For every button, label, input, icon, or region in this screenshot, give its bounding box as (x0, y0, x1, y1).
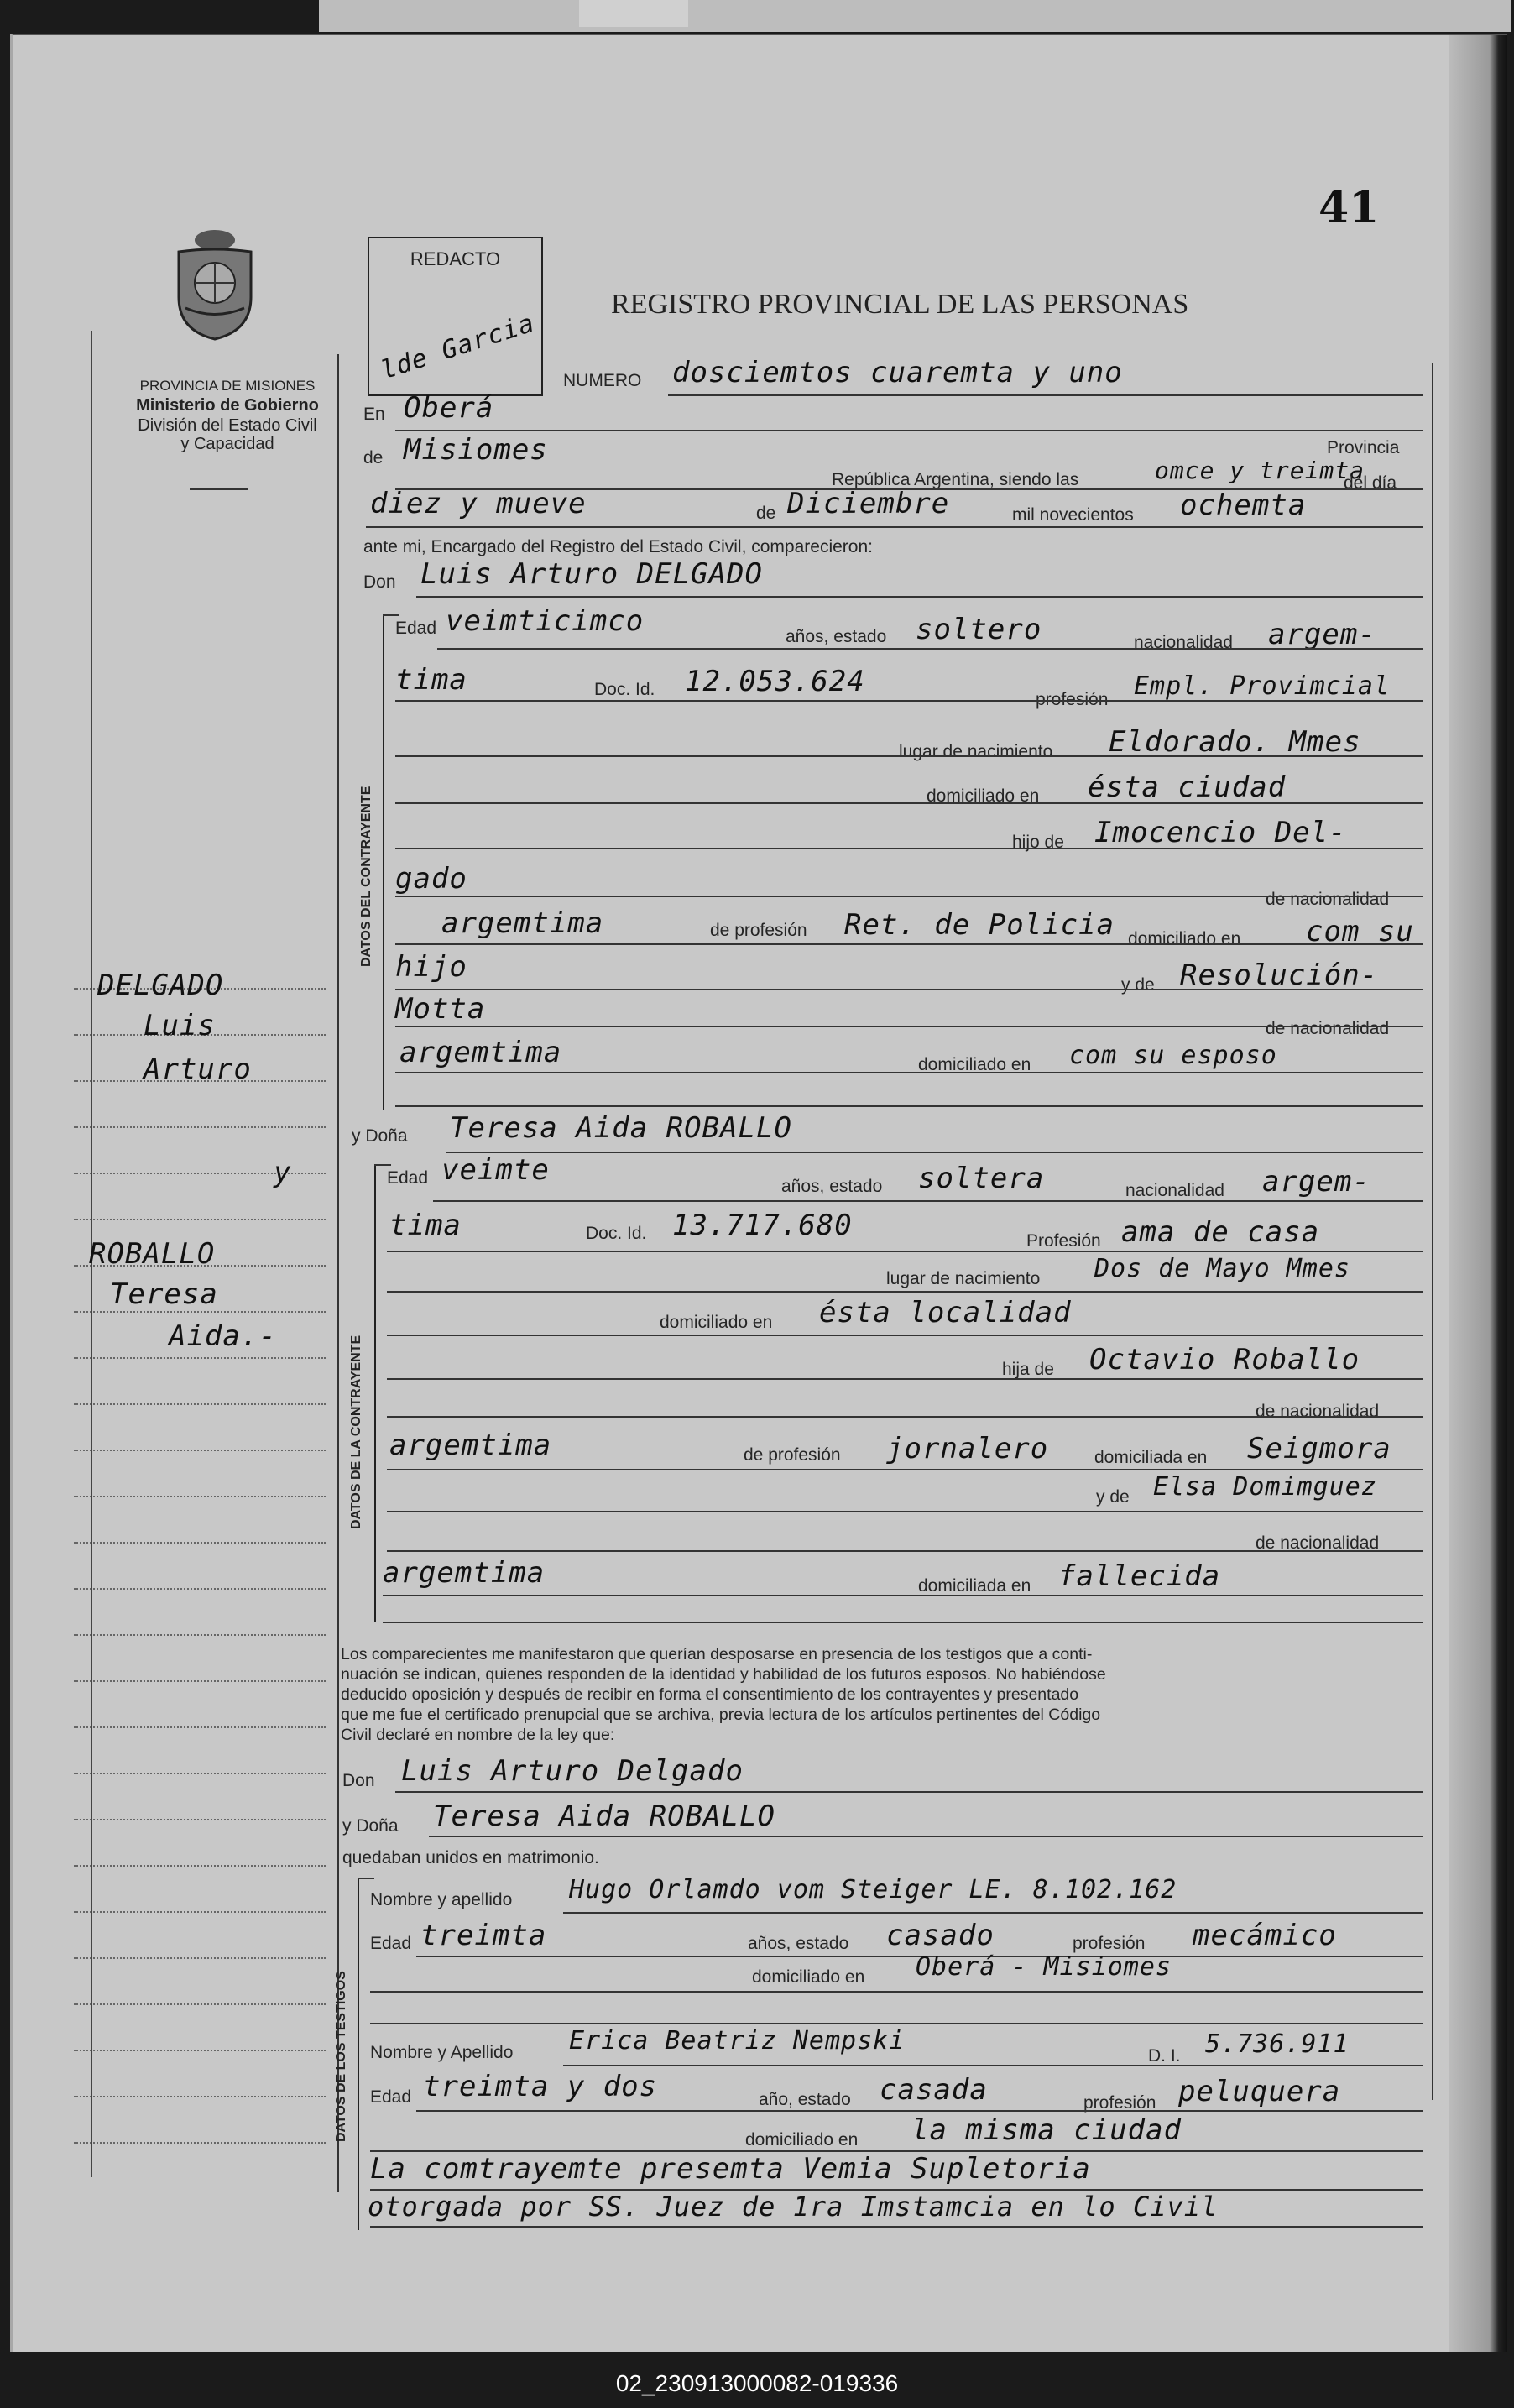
image-caption: 02_230913000082-019336 (0, 2358, 1514, 2408)
contrayente-padre-domicilio: com su (1306, 915, 1414, 948)
document-title: REGISTRO PROVINCIAL DE LAS PERSONAS (611, 289, 1189, 320)
de-nacionalidad-label: de nacionalidad (1266, 890, 1390, 909)
republica-label: República Argentina, siendo las (832, 470, 1079, 489)
field-line (370, 2023, 1423, 2024)
margin-rule (74, 1357, 326, 1359)
contrayente-padre-cont: gado (395, 862, 467, 896)
contrayente-lugar: Eldorado. Mmes (1109, 725, 1361, 759)
t2-profesion: peluquera (1178, 2075, 1341, 2108)
t2-estado-label: año, estado (759, 2090, 851, 2109)
t1-domicilio-label: domiciliado en (752, 1967, 865, 1987)
domicilio-label: domiciliado en (660, 1313, 773, 1332)
margin-rule (74, 1588, 326, 1590)
testigos-side-label: DATOS DE LOS TESTIGOS (334, 1971, 348, 2142)
field-line (395, 1791, 1423, 1793)
field-line (416, 596, 1423, 598)
en-value: Oberá (404, 391, 494, 425)
contrayente-domicilio: ésta ciudad (1088, 770, 1287, 804)
contrayenta-doc: 13.717.680 (672, 1209, 853, 1242)
margin-rule (74, 2003, 326, 2005)
field-line (429, 1836, 1423, 1837)
profesion-label: Profesión (1026, 1231, 1101, 1251)
del-dia-label: del día (1344, 473, 1397, 493)
field-line (395, 755, 1423, 757)
field-line (563, 2065, 1423, 2066)
field-line (395, 430, 1423, 431)
field-line (387, 1416, 1423, 1418)
field-line (395, 802, 1423, 804)
declaration-line: Los comparecientes me manifestaron que querían desposarse en presencia de los testigos que a conti- (341, 1645, 1093, 1664)
edad-label: Edad (395, 619, 437, 638)
anio-value: ochemta (1180, 488, 1307, 522)
lugar-label: lugar de nacimiento (886, 1269, 1041, 1288)
contrayente-doc: 12.053.624 (685, 665, 865, 698)
t2-di: 5.736.911 (1205, 2029, 1350, 2059)
field-line (387, 1251, 1423, 1252)
field-line (387, 1511, 1423, 1512)
field-line (395, 989, 1423, 990)
page-number: 41 (1318, 182, 1380, 233)
contrayente-madre: Resolución- (1180, 958, 1379, 992)
estado-label: años, estado (786, 627, 887, 646)
margin-note-line: y (274, 1156, 292, 1189)
margin-rule (74, 1542, 326, 1544)
contrayente-estado: soltero (916, 613, 1042, 646)
provincia-value: Misiomes (404, 433, 548, 467)
contrayenta-edad: veimte (441, 1153, 550, 1187)
field-line (395, 896, 1423, 897)
contrayenta-profesion: ama de casa (1121, 1215, 1320, 1249)
declaration-don: Luis Arturo Delgado (401, 1754, 744, 1788)
field-line (395, 1072, 1423, 1073)
margin-rule (74, 2050, 326, 2051)
en-label: En (363, 405, 385, 424)
coat-of-arms-icon (169, 228, 261, 342)
authority-division-2: y Capacidad (180, 435, 274, 453)
t1-estado: casado (886, 1919, 995, 1952)
margin-rule (74, 2142, 326, 2144)
de-label: de (363, 448, 384, 467)
de-mes-label: de (756, 504, 776, 523)
stamp-signature: lde Garcia (377, 308, 539, 386)
margin-note-line: Arturo (144, 1053, 252, 1086)
y-de-label: y de (1096, 1487, 1130, 1507)
contrayenta-padre-profesion: jornalero (886, 1432, 1049, 1465)
t1-nombre-label: Nombre y apellido (370, 1890, 513, 1909)
contrayente-madre-domicilio: com su esposo (1069, 1041, 1277, 1070)
margin-rule (74, 1496, 326, 1497)
nacionalidad-label: nacionalidad (1134, 633, 1233, 652)
madre-domicilio-label: domiciliada en (918, 1576, 1031, 1596)
t1-domicilio: Oberá - Misiomes (916, 1952, 1172, 1982)
margin-note-line: DELGADO (97, 969, 224, 1002)
contrayente-name: Luis Arturo DELGADO (420, 557, 763, 591)
testigos-note-cont: otorgada por SS. Juez de 1ra Imstamcia en lo Civil (368, 2191, 1219, 2223)
declaration-line: que me fue el certificado prenupcial que se archiva, previa lectura de los artículos pertinentes del Código (341, 1705, 1101, 1724)
declaration-line: nuación se indican, quienes responden de la identidad y habilidad de los futuros esposos. No habiéndose (341, 1665, 1106, 1684)
declaration-line: Civil declaré en nombre de la ley que: (341, 1726, 615, 1744)
numero-value: dosciemtos cuaremta y uno (672, 356, 1123, 389)
doc-label: Doc. Id. (586, 1224, 647, 1243)
contrayenta-padre: Octavio Roballo (1089, 1343, 1360, 1376)
nacionalidad-label: nacionalidad (1125, 1181, 1224, 1200)
madre-domicilio-label: domiciliado en (918, 1055, 1031, 1074)
field-line (668, 394, 1423, 396)
t1-profesion-label: profesión (1073, 1934, 1146, 1953)
domicilio-label: domiciliado en (927, 786, 1040, 806)
field-line (387, 1335, 1423, 1336)
testigos-bracket-top (358, 1878, 374, 1879)
margin-rule (74, 1403, 326, 1405)
stamp-label: REDACTO (410, 248, 501, 269)
margin-note-line: Luis (144, 1009, 216, 1042)
t2-domicilio: la misma ciudad (911, 2113, 1182, 2147)
margin-rule (74, 1680, 326, 1682)
testigos-note: La comtrayemte presemta Vemia Supletoria (370, 2152, 1091, 2186)
field-line (395, 848, 1423, 849)
field-line (370, 1991, 1423, 1993)
contrayenta-bracket (374, 1164, 376, 1622)
de-nacionalidad-label-2: de nacionalidad (1256, 1533, 1380, 1553)
contrayenta-bracket-top (374, 1164, 391, 1166)
margin-rule (74, 2096, 326, 2097)
padre-domicilio-label: domiciliado en (1128, 929, 1241, 948)
de-nacionalidad-label: de nacionalidad (1256, 1402, 1380, 1421)
field-line (437, 648, 1423, 650)
de-profesion-label: de profesión (710, 921, 807, 940)
estado-label: años, estado (781, 1177, 883, 1196)
declaration-don-label: Don (342, 1771, 375, 1790)
t2-nombre-label: Nombre y Apellido (370, 2043, 514, 2062)
t2-edad-label: Edad (370, 2087, 412, 2107)
contrayenta-domicilio: ésta localidad (819, 1296, 1072, 1329)
ante-label: ante mi, Encargado del Registro del Estado Civil, comparecieron: (363, 537, 873, 556)
declaration-dona-label: y Doña (342, 1816, 399, 1836)
don-label: Don (363, 572, 396, 592)
edad-label: Edad (387, 1168, 429, 1188)
field-line (387, 1378, 1423, 1380)
field-line (563, 1912, 1423, 1914)
background-fold (579, 0, 688, 27)
contrayente-padre-profesion: Ret. de Policia (844, 908, 1115, 942)
declaration-dona: Teresa Aida ROBALLO (433, 1799, 775, 1833)
de-profesion-label: de profesión (744, 1445, 841, 1465)
contrayenta-madre: Elsa Domimguez (1153, 1472, 1377, 1502)
margin-note-line: Teresa (110, 1277, 218, 1311)
field-line (370, 2226, 1423, 2228)
field-line (446, 1152, 1423, 1153)
margin-rule (74, 1819, 326, 1820)
t1-edad: treimta (420, 1919, 547, 1952)
margin-rule (74, 1126, 326, 1128)
t2-edad: treimta y dos (423, 2070, 658, 2103)
contrayenta-estado: soltera (918, 1162, 1045, 1195)
register-page (10, 34, 1507, 2352)
margin-rule (74, 1865, 326, 1867)
field-line (387, 1291, 1423, 1293)
margin-rule (74, 1726, 326, 1728)
contrayente-madre-nacionalidad: argemtima (399, 1036, 562, 1069)
contrayente-side-label: DATOS DEL CONTRAYENTE (359, 786, 373, 967)
provincia-label: Provincia (1327, 438, 1400, 457)
field-line (383, 1595, 1423, 1596)
field-line (387, 1469, 1423, 1470)
background-strip (319, 0, 1511, 32)
t2-profesion-label: profesión (1083, 2093, 1156, 2113)
hijo-label: hijo de (1012, 833, 1064, 852)
contrayente-nacionalidad: argem- (1268, 618, 1376, 651)
redacto-stamp (368, 237, 543, 396)
dona-label: y Doña (352, 1126, 408, 1146)
t1-edad-label: Edad (370, 1934, 412, 1953)
contrayenta-name: Teresa Aida ROBALLO (450, 1111, 792, 1145)
y-de-label: y de (1121, 975, 1155, 995)
contrayenta-madre-domicilio: fallecida (1058, 1559, 1221, 1593)
contrayente-padre-domicilio-cont: hijo (395, 950, 467, 984)
hora-value: omce y treimta (1155, 457, 1365, 484)
contrayente-padre: Imocencio Del- (1094, 816, 1347, 849)
contrayente-edad: veimticimco (446, 604, 645, 638)
book-spine (1449, 35, 1507, 2352)
padre-domicilio-label: domiciliada en (1094, 1448, 1208, 1467)
t2-nombre: Erica Beatriz Nempski (569, 2026, 906, 2055)
authority-province: PROVINCIA DE MISIONES (139, 378, 316, 394)
contrayenta-nacionalidad-cont: tima (389, 1209, 462, 1242)
field-line (366, 526, 1423, 528)
field-line (395, 943, 1423, 945)
margin-rule (74, 1773, 326, 1774)
right-frame-line (1432, 363, 1433, 2100)
lugar-label: lugar de nacimiento (899, 742, 1053, 761)
margin-rule (74, 1957, 326, 1959)
contrayenta-side-label: DATOS DE LA CONTRAYENTE (349, 1335, 363, 1529)
field-line (387, 1550, 1423, 1552)
field-line (395, 1105, 1423, 1107)
contrayenta-lugar: Dos de Mayo Mmes (1094, 1254, 1350, 1283)
t1-profesion: mecámico (1193, 1919, 1337, 1952)
authority-ministry: Ministerio de Gobierno (136, 396, 319, 415)
profesion-label: profesión (1036, 690, 1109, 709)
t2-di-label: D. I. (1148, 2046, 1181, 2066)
dia-value: diez y mueve (370, 487, 587, 520)
contrayente-padre-nacionalidad: argemtima (441, 906, 604, 940)
t2-estado: casada (880, 2073, 988, 2107)
declaration-line: deducido oposición y después de recibir en forma el consentimiento de los contrayentes y presentado (341, 1685, 1079, 1704)
margin-rule (74, 1450, 326, 1451)
contrayenta-padre-domicilio: Seigmora (1247, 1432, 1391, 1465)
field-line (416, 2110, 1423, 2112)
column-divider (337, 354, 339, 2192)
contrayenta-padre-nacionalidad: argemtima (389, 1429, 552, 1462)
field-line (395, 700, 1423, 702)
margin-rule (74, 1634, 326, 1636)
contrayente-nacionalidad-cont: tima (395, 663, 467, 697)
t1-estado-label: años, estado (748, 1934, 849, 1953)
contrayente-profesion: Empl. Provimcial (1134, 671, 1390, 701)
hija-label: hija de (1002, 1360, 1054, 1379)
testigos-bracket (358, 1878, 359, 2230)
margin-note-line: Aida.- (169, 1319, 277, 1353)
doc-label: Doc. Id. (594, 680, 655, 699)
field-line (383, 1622, 1423, 1623)
margin-rule (74, 1311, 326, 1313)
contrayenta-nacionalidad: argem- (1262, 1165, 1370, 1199)
field-line (395, 1026, 1423, 1027)
authority-division: División del Estado Civil (138, 416, 317, 435)
numero-label: NUMERO (563, 371, 642, 390)
contrayente-bracket (383, 614, 384, 1110)
authority-divider (190, 488, 248, 490)
mil-label: mil novecientos (1012, 505, 1134, 525)
margin-note-line: ROBALLO (89, 1237, 216, 1271)
de-nacionalidad-label-2: de nacionalidad (1266, 1019, 1390, 1038)
margin-rule (74, 1911, 326, 1913)
contrayente-madre-cont: Motta (395, 992, 486, 1026)
contrayente-bracket-top (383, 614, 399, 616)
mes-value: Diciembre (787, 487, 950, 520)
margin-rule (74, 1219, 326, 1220)
declaration-closing: quedaban unidos en matrimonio. (342, 1848, 599, 1867)
field-line (433, 1200, 1423, 1202)
contrayenta-madre-nacionalidad: argemtima (383, 1556, 546, 1590)
t1-nombre: Hugo Orlamdo vom Steiger LE. 8.102.162 (569, 1875, 1177, 1904)
t2-domicilio-label: domiciliado en (745, 2130, 859, 2149)
